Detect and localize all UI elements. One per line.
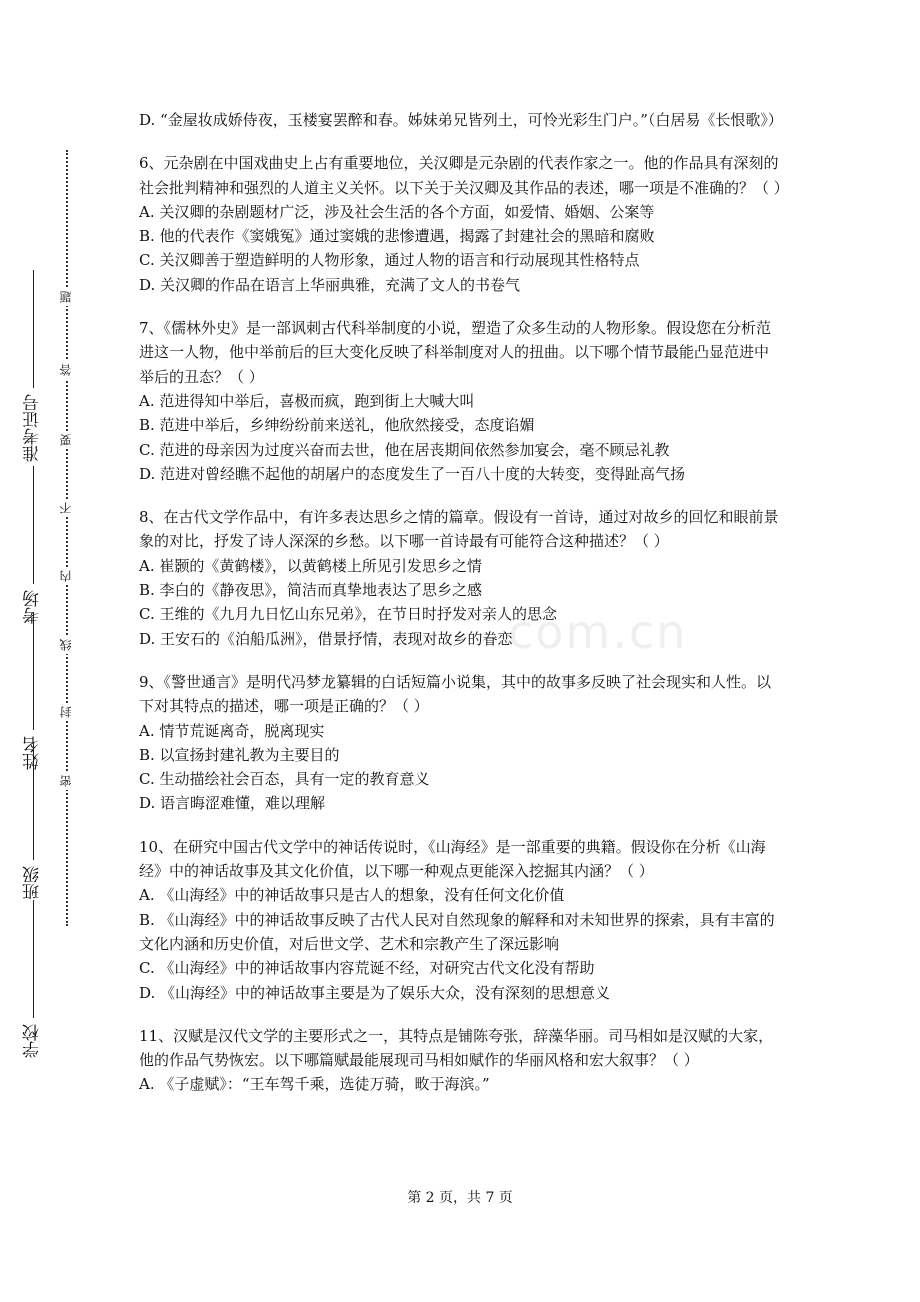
seal-char: 密 <box>57 772 75 790</box>
exam-id-label: 准考证号 <box>23 394 43 462</box>
question-stem: 9、《警世通言》是明代冯梦龙纂辑的白话短篇小说集，其中的故事多反映了社会现实和人性。以下对其特点的描述，哪一项是正确的？（ ） <box>139 672 772 716</box>
option-b: B. 以宣扬封建礼教为主要目的 <box>139 745 340 764</box>
seal-dotted-line <box>66 150 68 926</box>
class-blank[interactable] <box>32 742 34 860</box>
question-6 <box>139 151 789 297</box>
question-stem: 11、汉赋是汉代文学的主要形式之一，其特点是铺陈夸张，辞藻华丽。司马相如是汉赋的大家，他的作品气势恢宏。以下哪篇赋最能展现司马相如赋作的华丽风格和宏大叙事？（ ） <box>139 1026 774 1070</box>
option-c: C. 范进的母亲因为过度兴奋而去世，他在居丧期间依然参加宴会，毫不顾忌礼教 <box>139 440 670 459</box>
seal-char: 题 <box>57 288 75 306</box>
option-b: B. 《山海经》中的神话故事反映了古代人民对自然现象的解释和对未知世界的探索，具有丰富的文化内涵和历史价值，对后世文学、艺术和宗教产生了深远影响 <box>139 910 775 953</box>
option-c: C. 生动描绘社会百态，具有一定的教育意义 <box>139 770 430 789</box>
question-5-continued <box>139 108 783 132</box>
seal-char: 内 <box>57 567 75 585</box>
question-stem: 7、《儒林外史》是一部讽刺古代科举制度的小说，塑造了众多生动的人物形象。假设您在分析范进这一人物，他中举前后的巨大变化反映了科举制度对人的扭曲。以下哪个情节最能凸显范进中举后的丑态？（ ） <box>139 319 772 386</box>
exam-room-blank[interactable] <box>32 466 34 584</box>
option-a: A. 《山海经》中的神话故事只是古人的想象，没有任何文化价值 <box>139 886 565 905</box>
seal-char: 封 <box>57 703 75 721</box>
name-blank[interactable] <box>32 612 34 730</box>
option-d: D. 范进对曾经瞧不起他的胡屠户的态度发生了一百八十度的大转变，变得趾高气扬 <box>139 464 686 483</box>
seal-char: 线 <box>57 636 75 654</box>
option-c: C. 王维的《九月九日忆山东兄弟》，在节日时抒发对亲人的思念 <box>139 605 557 624</box>
option-c: C. 《山海经》中的神话故事内容荒诞不经，对研究古代文化没有帮助 <box>139 959 595 978</box>
option-a: A. 《子虚赋》：“王车驾千乘，选徒万骑，畋于海滨。” <box>139 1075 490 1094</box>
binding-margin <box>0 0 100 1302</box>
name-label: 姓名 <box>23 736 43 770</box>
question-11 <box>139 1024 783 1097</box>
question-stem: 10、在研究中国古代文学中的神话传说时，《山海经》是一部重要的典籍。假设你在分析《山海经》中的神话故事及其文化价值，以下哪一种观点更能深入挖掘其内涵？（ ） <box>139 837 766 881</box>
option-b: B. 他的代表作《窦娥冤》通过窦娥的悲惨遭遇，揭露了封建社会的黑暗和腐败 <box>139 227 655 246</box>
exam-id-blank[interactable] <box>32 270 34 388</box>
school-blank[interactable] <box>32 900 34 1018</box>
option-a: A. 崔颢的《黄鹤楼》，以黄鹤楼上所见引发思乡之情 <box>139 556 482 575</box>
option-d: D. 王安石的《泊船瓜洲》，借景抒情，表现对故乡的眷恋 <box>139 629 513 648</box>
school-field <box>20 900 46 1058</box>
option-d: D. 语言晦涩难懂，难以理解 <box>139 794 326 813</box>
option-d: D. “金屋妆成娇侍夜，玉楼宴罢醉和春。姊妹弟兄皆列土，可怜光彩生门户。”（白居易《长恨歌》） <box>139 111 783 129</box>
watermark: com.cn <box>508 605 688 659</box>
option-d: D. 《山海经》中的神话故事主要是为了娱乐大众，没有深刻的思想意义 <box>139 983 611 1002</box>
question-9 <box>139 670 783 816</box>
option-a: A. 关汉卿的杂剧题材广泛，涉及社会生活的各个方面，如爱情、婚姻、公案等 <box>139 202 655 221</box>
question-list <box>139 108 789 1097</box>
seal-char: 答 <box>57 361 75 379</box>
question-stem: 6、元杂剧在中国戏曲史上占有重要地位，关汉卿是元杂剧的代表作家之一。他的作品具有深刻的社会批判精神和强烈的人道主义关怀。以下关于关汉卿及其作品的表述，哪一项是不准确的？（ ） <box>139 154 789 197</box>
exam-room-field <box>20 466 46 624</box>
option-a: A. 情节荒诞离奇，脱离现实 <box>139 721 325 740</box>
class-label: 班级 <box>23 866 43 900</box>
question-stem: 8、在古代文学作品中，有许多表达思乡之情的篇章。假设有一首诗，通过对故乡的回忆和眼前景象的对比，抒发了诗人深深的乡愁。以下哪一首诗最有可能符合这种描述？（ ） <box>139 508 779 551</box>
question-10 <box>139 835 783 1005</box>
class-field <box>20 742 46 900</box>
option-b: B. 李白的《静夜思》，简洁而真挚地表达了思乡之感 <box>139 581 483 600</box>
option-c: C. 关汉卿善于塑造鲜明的人物形象，通过人物的语言和行动展现其性格特点 <box>139 251 640 270</box>
seal-char: 不 <box>57 499 75 517</box>
option-a: A. 范进得知中举后，喜极而疯，跑到街上大喊大叫 <box>139 391 475 410</box>
exam-id-field <box>20 270 46 462</box>
option-b: B. 范进中举后，乡绅纷纷前来送礼，他欣然接受，态度谄媚 <box>139 416 535 435</box>
page-number: 第 2 页，共 7 页 <box>407 1190 513 1206</box>
question-8 <box>139 505 783 651</box>
question-7 <box>139 316 783 486</box>
exam-room-label: 考场 <box>23 590 43 624</box>
seal-char: 要 <box>57 431 75 449</box>
school-label: 学校 <box>23 1024 43 1058</box>
option-d: D. 关汉卿的作品在语言上华丽典雅，充满了文人的书卷气 <box>139 275 521 294</box>
